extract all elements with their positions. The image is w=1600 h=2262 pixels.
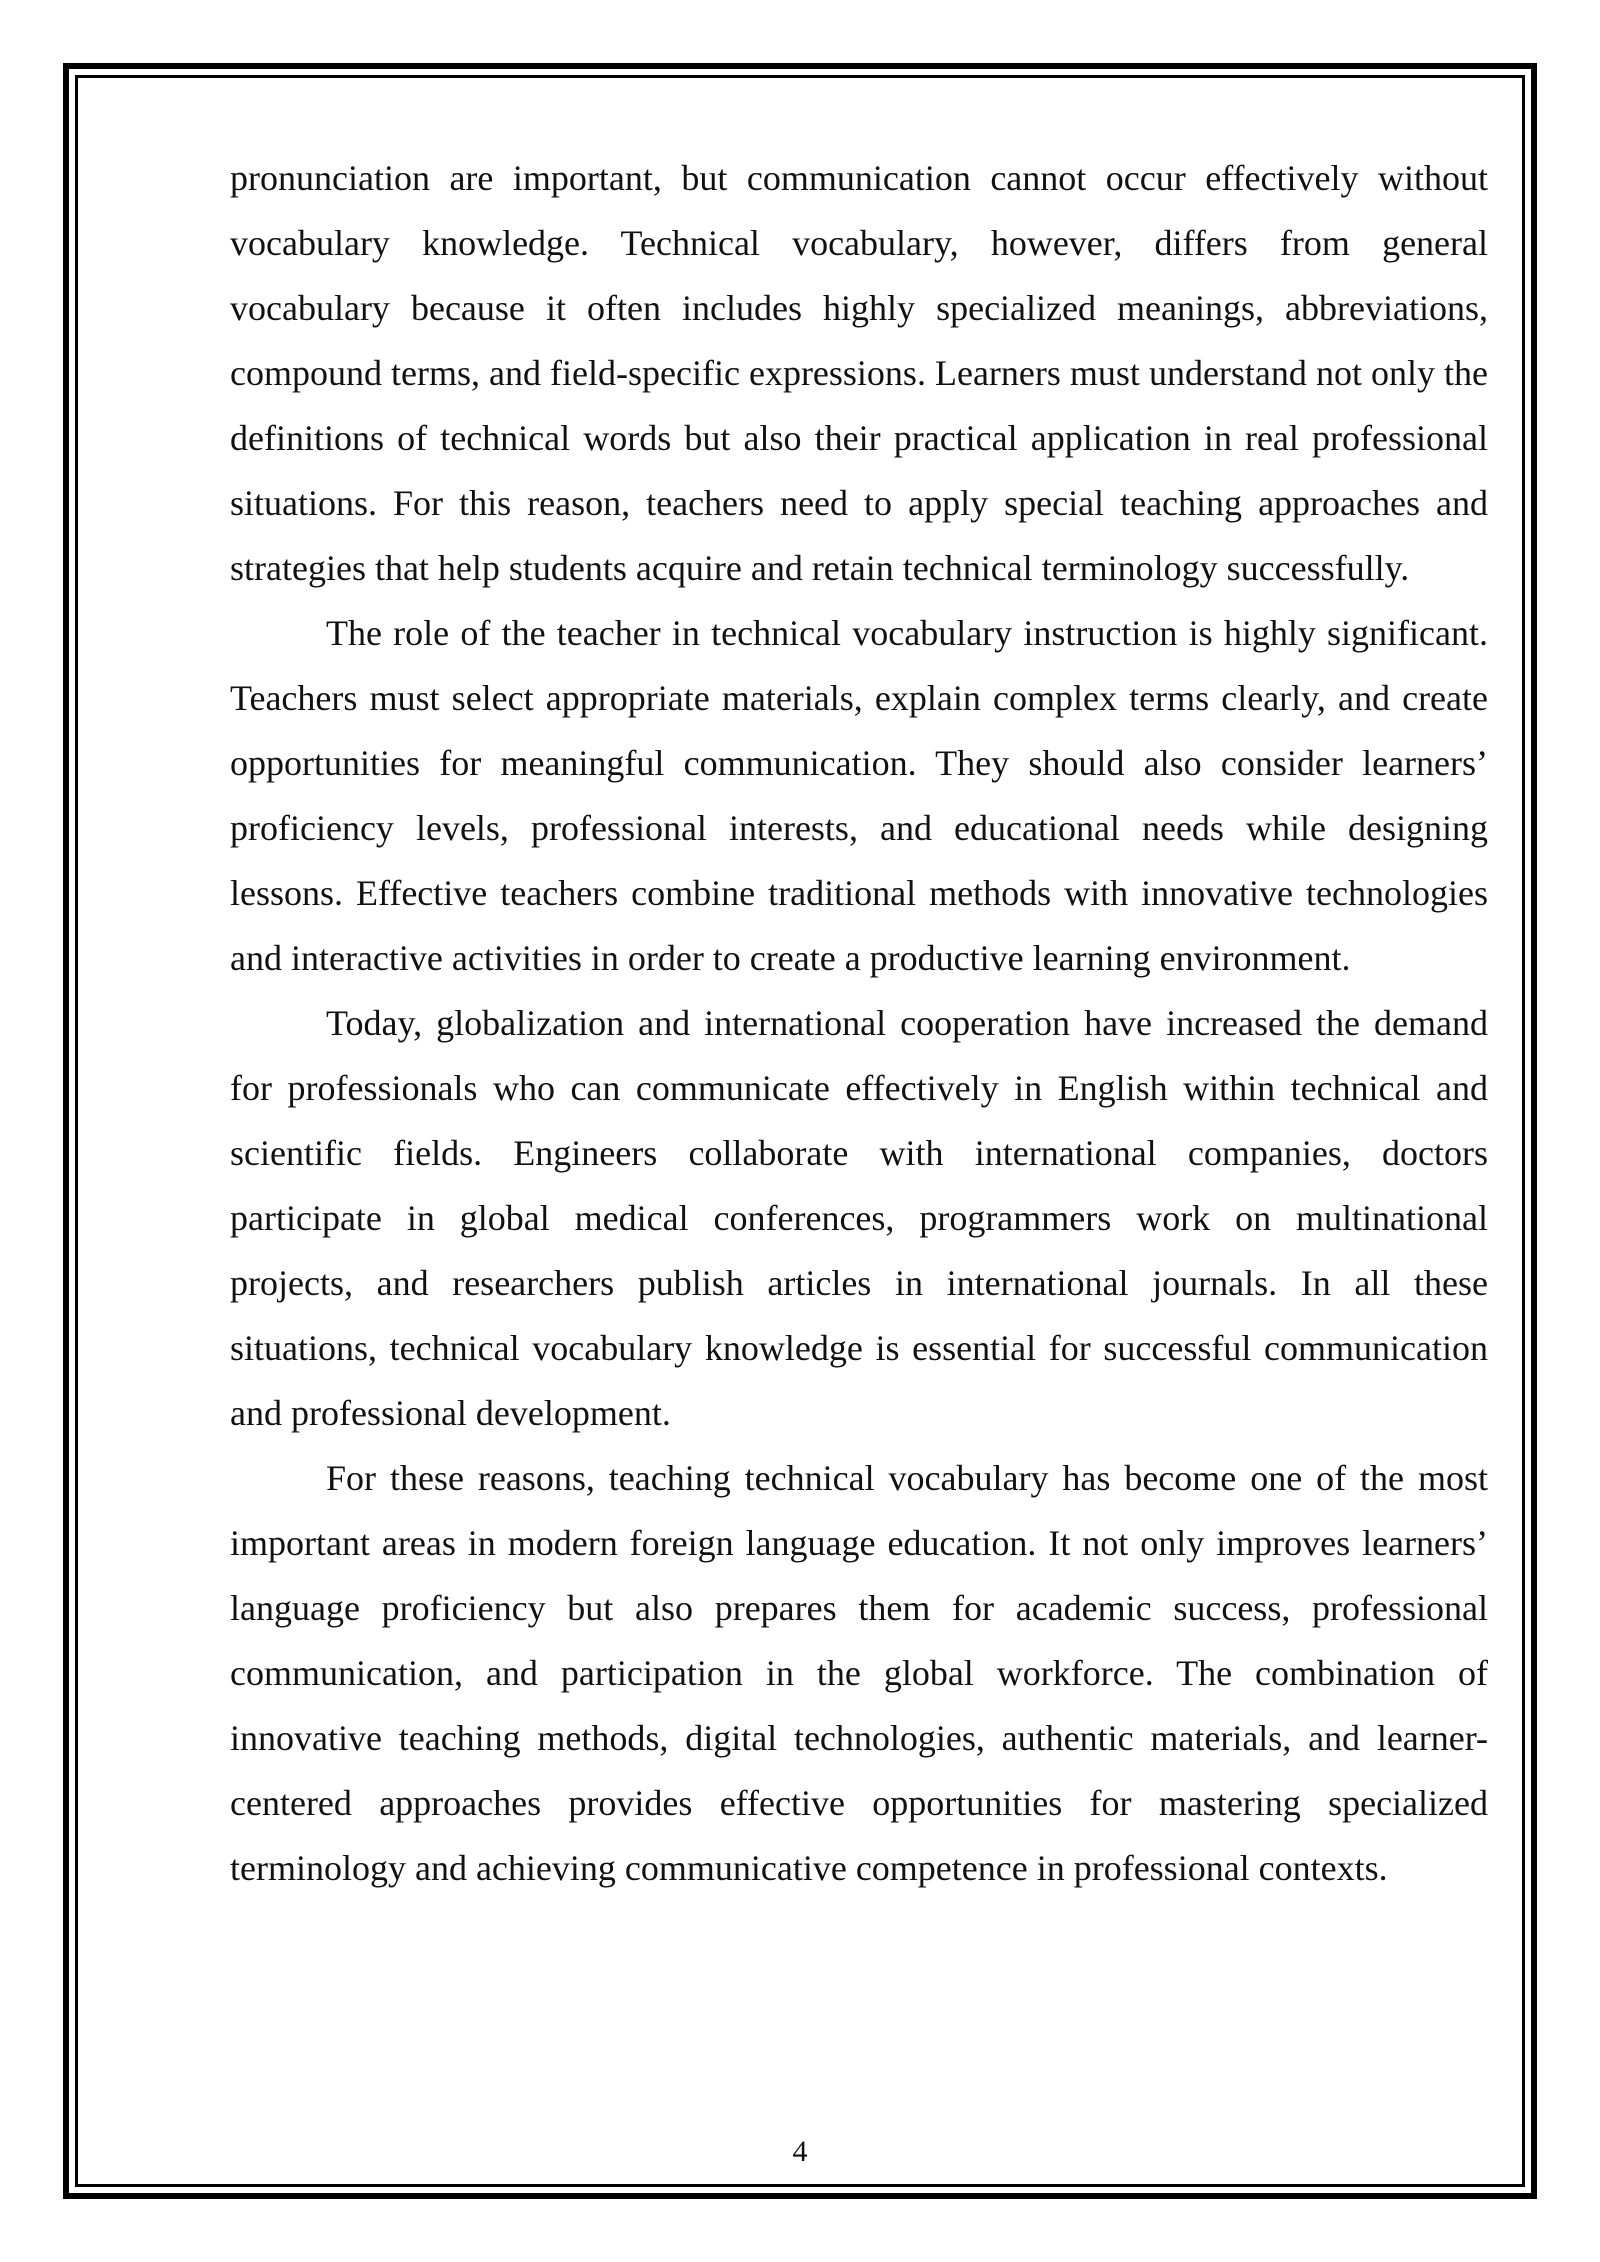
paragraph-globalization: Today, globalization and international cooperation have increased the demand for professionals who can communicate effectively in English within technical and scientific fields. Engineers collaborate with international companies, doctors participate in global medical conferences, programmers work on multinational projects, and researchers publish articles in international journals. In all these situations, technical vocabulary knowledge is essential for successful communication and professional development. <box>230 1003 1488 1433</box>
document-body <box>230 146 1488 1901</box>
paragraph-conclusion: For these reasons, teaching technical vocabulary has become one of the most important areas in modern foreign language education. It not only improves learners’ language proficiency but also prepares them for academic success, professional communication, and participation in the global workforce. The combination of innovative teaching methods, digital technologies, authentic materials, and learner-centered approaches provides effective opportunities for mastering specialized terminology and achieving communicative competence in professional contexts. <box>230 1458 1488 1888</box>
page-number: 4 <box>792 2135 808 2168</box>
paragraph-continuation: pronunciation are important, but communication cannot occur effectively without vocabulary knowledge. Technical vocabulary, however, differs from general vocabulary because it often includes highly specialized meanings, abbreviations, compound terms, and field-specific expressions. Learners must understand not only the definitions of technical words but also their practical application in real professional situations. For this reason, teachers need to apply special teaching approaches and strategies that help students acquire and retain technical terminology successfully. <box>230 158 1488 588</box>
paragraph-teacher-role: The role of the teacher in technical vocabulary instruction is highly significant. Teachers must select appropriate materials, explain complex terms clearly, and create opportunities for meaningful communication. They should also consider learners’ proficiency levels, professional interests, and educational needs while designing lessons. Effective teachers combine traditional methods with innovative technologies and interactive activities in order to create a productive learning environment. <box>230 613 1488 978</box>
